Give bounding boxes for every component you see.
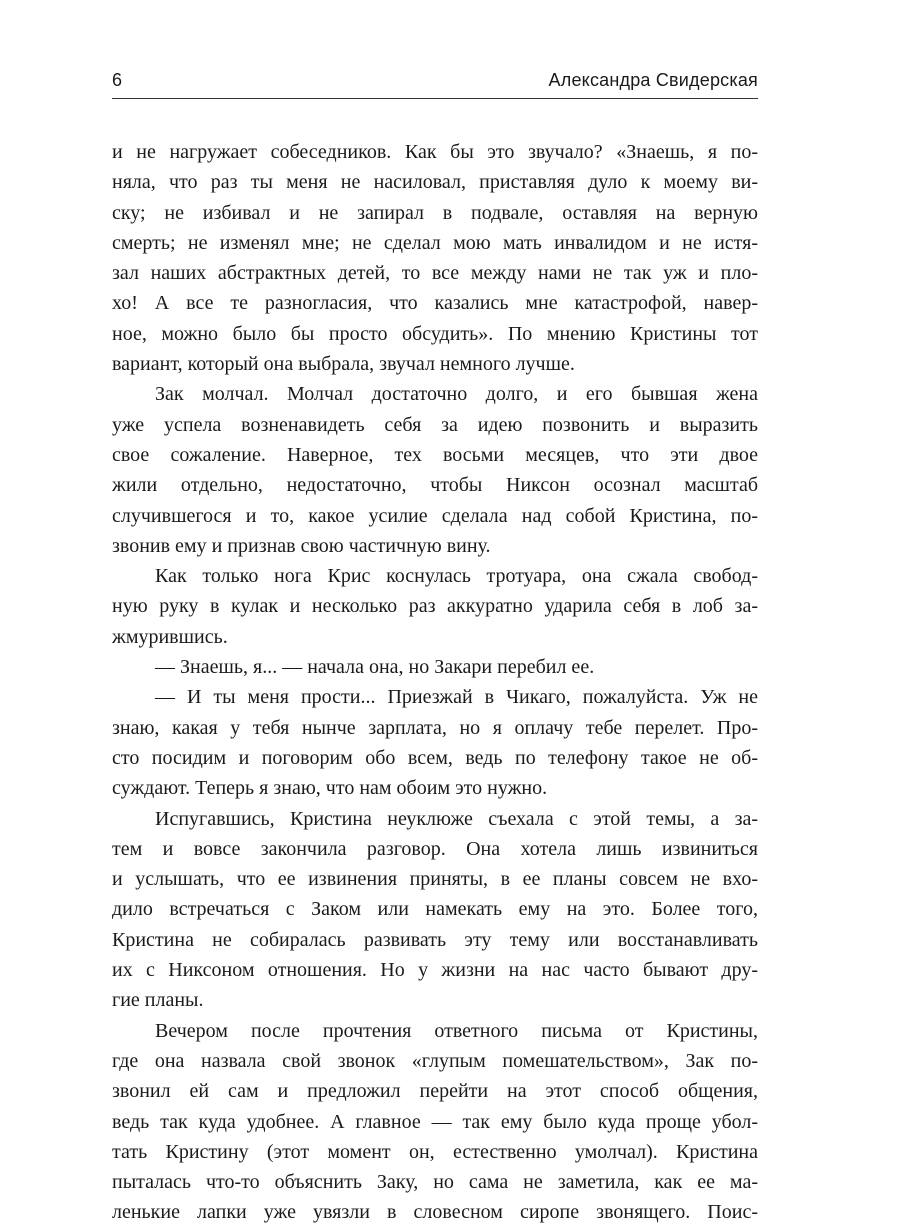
text-line: и услышать, что ее извинения приняты, в ее планы совсем не вхо- xyxy=(112,868,758,891)
text-line: Испугавшись, Кристина неуклюже съехала с этой темы, а за- xyxy=(155,807,758,830)
text-line: хо! А все те разногласия, что казались мне катастрофой, навер- xyxy=(112,292,758,315)
text-line: Зак молчал. Молчал достаточно долго, и его бывшая жена xyxy=(155,383,758,406)
author-name: Александра Свидерская xyxy=(548,70,758,90)
text-line: вариант, который она выбрала, звучал немного лучше. xyxy=(112,353,575,376)
text-line: зал наших абстрактных детей, то все между нами не так уж и пло- xyxy=(112,262,758,285)
text-line: свое сожаление. Наверное, тех восьми месяцев, что эти двое xyxy=(112,443,758,466)
dialogue-line: — И ты меня прости... Приезжай в Чикаго, пожалуйста. Уж не xyxy=(155,686,758,709)
text-line: ведь так куда удобнее. А главное — так ему было куда проще убол- xyxy=(112,1110,758,1133)
text-line: и не нагружает собеседников. Как бы это звучало? «Знаешь, я по- xyxy=(112,141,758,163)
page-number: 6 xyxy=(112,70,123,90)
text-line: знаю, какая у тебя нынче зарплата, но я оплачу тебе перелет. Про- xyxy=(112,716,758,739)
text-line: гие планы. xyxy=(112,989,204,1012)
text-line: тать Кристину (этот момент он, естественно умолчал). Кристина xyxy=(112,1140,758,1163)
text-line: Кристина не собиралась развивать эту тему или восстанавливать xyxy=(112,928,758,951)
text-line: Вечером после прочтения ответного письма от Кристины, xyxy=(155,1019,758,1042)
text-line: случившегося и то, какое усилие сделала над собой Кристина, по- xyxy=(112,504,758,527)
text-line: дило встречаться с Заком или намекать ему на это. Более того, xyxy=(112,898,758,921)
text-line: звонив ему и признав свою частичную вину. xyxy=(112,534,491,557)
text-line: няла, что раз ты меня не насиловал, приставляя дуло к моему ви- xyxy=(112,171,758,194)
text-line: смерть; не изменял мне; не сделал мою мать инвалидом и не истя- xyxy=(112,231,758,254)
text-line: тем и вовсе закончила разговор. Она хотела лишь извиниться xyxy=(112,837,758,860)
text-line: жили отдельно, недостаточно, чтобы Никсон осознал масштаб xyxy=(112,474,758,497)
text-line: их с Никсоном отношения. Но у жизни на нас часто бывают дру- xyxy=(112,959,758,982)
text-line: пыталась что-то объяснить Заку, но сама не заметила, как ее ма- xyxy=(112,1171,758,1194)
text-line: где она назвала свой звонок «глупым помешательством», Зак по- xyxy=(112,1049,758,1072)
text-line: ленькие лапки уже увязли в словесном сиропе звонящего. Поис- xyxy=(112,1201,758,1224)
dialogue-line: — Знаешь, я... — начала она, но Закари перебил ее. xyxy=(155,656,595,679)
text-line: суждают. Теперь я знаю, что нам обоим это нужно. xyxy=(112,777,548,800)
text-line: уже успела возненавидеть себя за идею позвонить и выразить xyxy=(112,413,758,436)
text-line: ную руку в кулак и несколько раз аккуратно ударила себя в лоб за- xyxy=(112,595,758,618)
text-line: ное, можно было бы просто обсудить». По мнению Кристины тот xyxy=(112,322,758,345)
text-line: ску; не избивал и не запирал в подвале, оставляя на верную xyxy=(112,201,758,224)
body-text xyxy=(112,137,758,1228)
text-line: жмурившись. xyxy=(112,625,228,648)
text-line: Как только нога Крис коснулась тротуара, она сжала свобод- xyxy=(155,565,758,588)
running-header xyxy=(112,62,758,99)
text-line: звонил ей сам и предложил перейти на этот способ общения, xyxy=(112,1080,758,1103)
text-line: сто посидим и поговорим обо всем, ведь по телефону такое не об- xyxy=(112,746,758,769)
